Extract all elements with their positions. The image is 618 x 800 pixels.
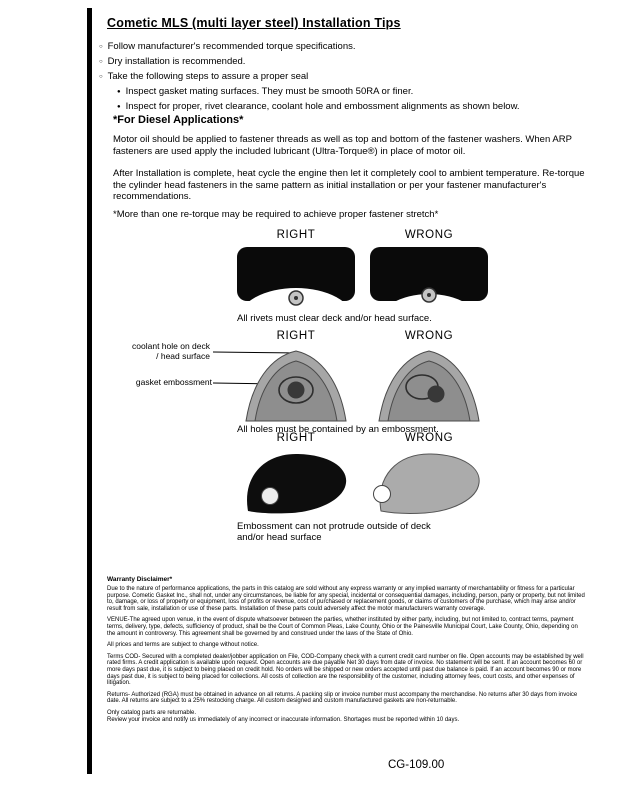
diesel-paragraph-2: After Installation is complete, heat cycle the engine then let it completely cool to ambient temperature. Re-torque the cylinder head fasteners in the same pattern as initial installation or per your fastener manufacturer's recommendations.: [113, 168, 585, 202]
wrong-label: WRONG: [404, 432, 454, 444]
legal-paragraph: Only catalog parts are returnable.: [107, 709, 197, 716]
legal-paragraph: All prices and terms are subject to change without notice.: [107, 642, 259, 649]
page-title: Cometic MLS (multi layer steel) Installation Tips: [107, 16, 401, 30]
figure-embossment-right: [236, 447, 356, 524]
callout-coolant-hole: coolant hole on deck / head surface: [132, 341, 210, 361]
figure-embossment-wrong: [369, 447, 489, 524]
filled-bullet-icon: [117, 100, 126, 115]
list-item: [99, 40, 520, 55]
list-item-text: Take the following steps to assure a proper seal: [107, 71, 309, 82]
open-bullet-icon: [99, 55, 108, 70]
diesel-applications-heading: *For Diesel Applications*: [113, 114, 244, 126]
warranty-disclaimer-heading: Warranty Disclaimer*: [107, 576, 173, 583]
open-bullet-icon: [99, 40, 108, 55]
figure-rivet-clearance-wrong: [369, 245, 489, 314]
list-item-text: Inspect for proper, rivet clearance, coolant hole and embossment alignments as shown below.: [125, 101, 520, 112]
rivet-right-illustration: [236, 245, 356, 309]
sub-list-item: [99, 100, 520, 115]
page-code: CG-109.00: [388, 759, 445, 771]
left-edge-rule: [87, 8, 92, 774]
caption-holes: All holes must be contained by an embossment.: [237, 424, 439, 435]
figure-hole-embossment-right: [242, 345, 350, 428]
wrong-label: WRONG: [404, 330, 454, 342]
wrong-label: WRONG: [404, 229, 454, 241]
hole-wrong-illustration: [375, 345, 483, 423]
embossment-wrong-illustration: [369, 447, 489, 519]
list-item-text: Follow manufacturer's recommended torque specifications.: [107, 41, 356, 52]
right-label: RIGHT: [276, 432, 316, 444]
legal-paragraph: Terms COD- Secured with a completed dealer/jobber application on File, COD-Company check with a current credit card number on file. Open accounts may be established by well rated firms. A credit application is available upon request. Open accounts are due payable Net 30 days from date of invoice. No statement will be sent. If an account becomes 60 or more days past due, it is subject to being placed on credit hold. No orders will be shipped or new orders accepted until past due balance is paid. If an account becomes 90 or more days past due, it is subject to being placed for collections. All costs of collection are the responsibility of the customer, including attorney fees, court costs, and other expenses of litigation.: [107, 653, 584, 687]
embossment-right-illustration: [236, 447, 356, 519]
diesel-paragraph-1: Motor oil should be applied to fastener threads as well as top and bottom of the fastener washers. When ARP fasteners are used apply the included lubricant (Ultra-Torque®) in place of motor oil.: [113, 134, 572, 157]
legal-paragraph: VENUE-The agreed upon venue, in the event of dispute whatsoever between the parties, whether instituted by either party, including, but not limited to, contract terms, payment terms, delivery, type, defects, sufficiency of product, shall be the Court of Common Pleas, Lake County, Ohio or the Painesville Municipal Court, Lake County, Ohio, depending on the amount in controversy. This agreement shall be governed by and construed under the laws of the State of Ohio.: [107, 617, 578, 637]
rivet-wrong-illustration: [369, 245, 489, 309]
figure-hole-embossment-wrong: [375, 345, 483, 428]
list-item: [99, 55, 520, 70]
right-label: RIGHT: [276, 330, 316, 342]
retorque-note: *More than one re-torque may be required to achieve proper fastener stretch*: [113, 209, 439, 220]
legal-paragraph: Returns- Authorized (RGA) must be obtained in advance on all returns. A packing slip or invoice number must accompany the merchandise. No returns after 30 days from invoice date. All returns are subject to a 25% restocking charge. All custom designed and custom manufactured gaskets are non-returnable.: [107, 691, 578, 705]
caption-rivets: All rivets must clear deck and/or head surface.: [237, 313, 432, 324]
callout-gasket-embossment: gasket embossment: [135, 377, 212, 387]
list-item-text: Inspect gasket mating surfaces. They must be smooth 50RA or finer.: [125, 86, 414, 97]
list-item-text: Dry installation is recommended.: [107, 56, 246, 67]
list-item: [99, 70, 520, 85]
open-bullet-icon: [99, 70, 108, 85]
caption-embossment: Embossment can not protrude outside of deck and/or head surface: [237, 521, 431, 543]
legal-paragraph: Review your invoice and notify us immediately of any incorrect or inaccurate information. Shortages must be reported within 10 days.: [107, 716, 460, 723]
figure-rivet-clearance-right: [236, 245, 356, 314]
right-label: RIGHT: [276, 229, 316, 241]
sub-list-item: [99, 85, 520, 100]
hole-right-illustration: [242, 345, 350, 423]
installation-tips-list: [99, 40, 520, 115]
legal-text-block: [107, 586, 585, 728]
filled-bullet-icon: [117, 85, 126, 100]
legal-paragraph: Due to the nature of performance applications, the parts in this catalog are sold without any express warranty or any implied warranty of merchantability or fitness for a particular purpose. Cometic Gasket Inc., shall not, under any circumstances, be liable for any special, incidental or consequential damages, including, person, party or property, but not limited to, damage, or loss of property or equipment, loss of profits or revenue, cost of purchased or replacement goods, or claims of customers of the purchase, which may arise and/or result from sale, installation or use of these parts. Installation of these parts could adversely affect the motor manufacturers warranty coverage.: [107, 586, 585, 612]
